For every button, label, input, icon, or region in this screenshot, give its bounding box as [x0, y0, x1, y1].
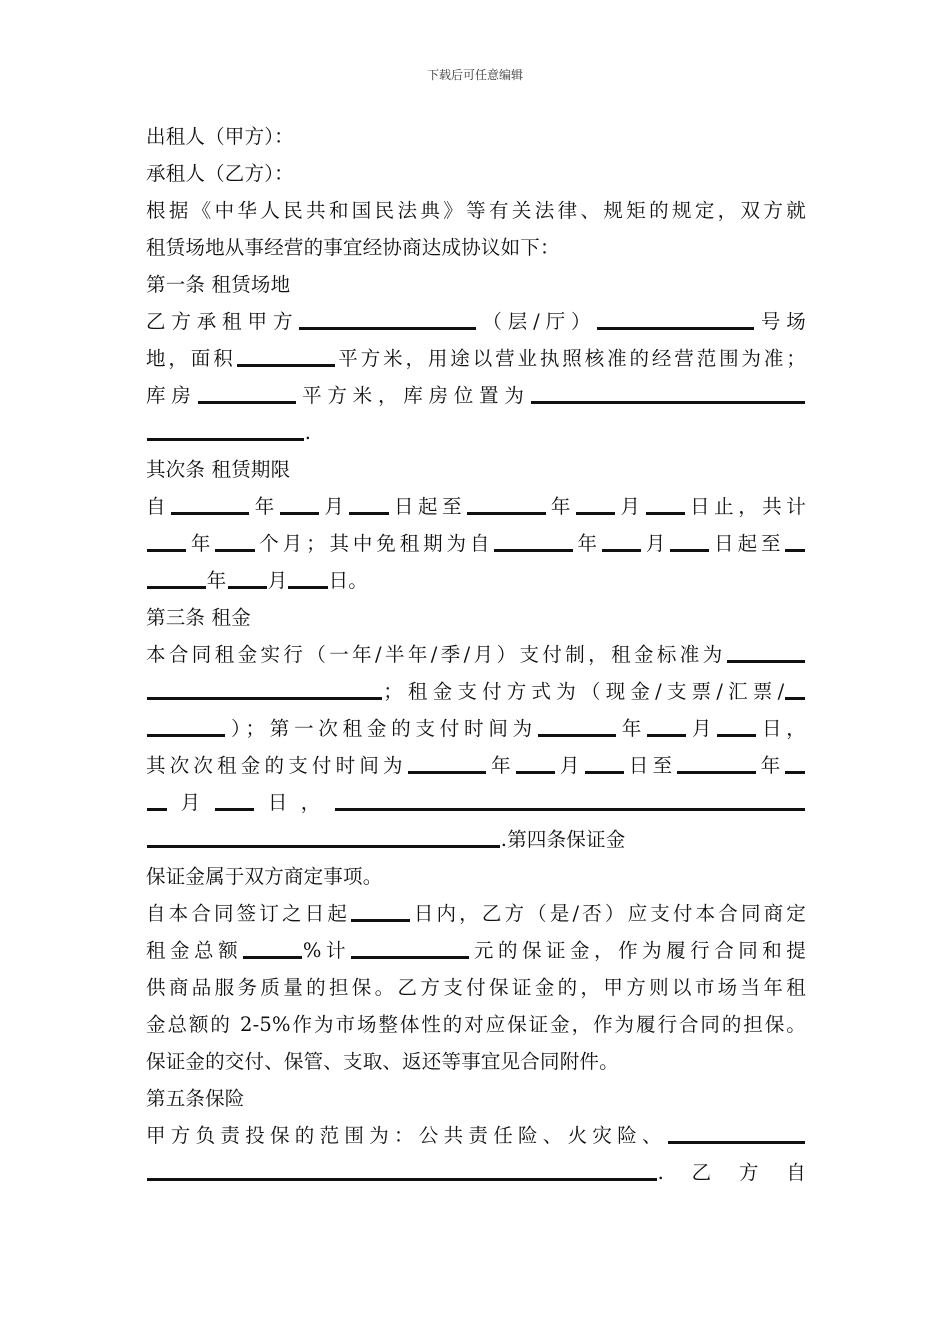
fill-in-blank: [280, 512, 319, 515]
text-line: [146, 303, 806, 340]
text-segment: 地，面积: [146, 347, 236, 370]
fill-in-blank: [668, 1141, 805, 1144]
text-segment: 月: [687, 717, 717, 740]
text-segment: 年: [487, 754, 515, 777]
fill-in-blank: [351, 919, 410, 922]
text-line: [146, 414, 806, 451]
text-segment: .第四条保证金: [500, 828, 626, 851]
text-line: [146, 1080, 806, 1117]
text-line: [146, 377, 806, 414]
text-line: [146, 673, 806, 710]
fill-in-blank: [198, 401, 296, 404]
text-segment: 日至: [624, 754, 677, 777]
text-line: [146, 932, 806, 969]
fill-in-blank: [576, 512, 615, 515]
text-line: [146, 747, 806, 784]
text-line: [146, 562, 806, 599]
fill-in-blank: [147, 697, 382, 700]
text-segment: （层/厅）: [476, 310, 597, 333]
fill-in-blank: [785, 771, 805, 774]
text-segment: 金总额的 2-5%作为市场整体性的对应保证金，作为履行合同的担保。: [146, 1013, 806, 1036]
text-segment: 日。: [328, 569, 368, 592]
fill-in-blank: [147, 1178, 657, 1181]
text-line: [146, 192, 806, 229]
text-segment: 承租人（乙方）：: [146, 162, 294, 185]
fill-in-blank: [670, 549, 709, 552]
fill-in-blank: [147, 808, 167, 811]
fill-in-blank: [597, 327, 754, 330]
fill-in-blank: [147, 438, 304, 441]
text-line: [146, 1154, 806, 1191]
text-segment: %计: [302, 939, 350, 962]
fill-in-blank: [228, 586, 267, 589]
fill-in-blank: [237, 364, 335, 367]
text-segment: 出租人（甲方）：: [146, 125, 294, 148]
text-line: [146, 636, 806, 673]
text-line: [146, 1117, 806, 1154]
text-segment: 其次条 租赁期限: [146, 458, 291, 481]
text-segment: 月: [320, 495, 349, 518]
fill-in-blank: [785, 697, 805, 700]
text-segment: ）；第一次租金的支付时间为: [226, 717, 537, 740]
text-segment: 年: [573, 532, 601, 555]
text-line: [146, 266, 806, 303]
fill-in-blank: [538, 734, 616, 737]
text-segment: 租金总额: [146, 939, 243, 962]
text-line: [146, 1006, 806, 1043]
fill-in-blank: [727, 660, 805, 663]
text-line: [146, 451, 806, 488]
text-segment: 月: [267, 569, 288, 592]
fill-in-blank: [467, 512, 545, 515]
text-segment: 根据《中华人民共和国民法典》等有关法律、规矩的规定，双方就: [146, 199, 806, 222]
text-line: [146, 155, 806, 192]
text-segment: 号场: [755, 310, 806, 333]
text-segment: 日起至: [389, 495, 467, 518]
fill-in-blank: [299, 327, 475, 330]
text-segment: 年: [617, 717, 647, 740]
text-segment: 甲方负责投保的范围为：公共责任险、火灾险、: [146, 1124, 667, 1147]
text-segment: 平方米，库房位置为: [296, 384, 530, 407]
text-segment: 第一条 租赁场地: [146, 273, 291, 296]
fill-in-blank: [243, 956, 302, 959]
text-segment: 自: [146, 495, 171, 518]
fill-in-blank: [602, 549, 641, 552]
text-segment: 月: [167, 791, 214, 814]
text-segment: .: [304, 421, 312, 444]
fill-in-blank: [494, 549, 572, 552]
fill-in-blank: [516, 771, 555, 774]
text-line: [146, 969, 806, 1006]
text-segment: 乙方承租甲方: [146, 310, 299, 333]
text-segment: 平方米，用途以营业执照核准的经营范围为准；: [335, 347, 806, 370]
text-line: [146, 784, 806, 821]
fill-in-blank: [215, 808, 254, 811]
fill-in-blank: [147, 586, 206, 589]
text-segment: 年: [756, 754, 785, 777]
text-segment: 租赁场地从事经营的事宜经协商达成协议如下：: [146, 236, 560, 259]
text-segment: 月: [642, 532, 670, 555]
fill-in-blank: [351, 956, 469, 959]
text-line: [146, 488, 806, 525]
text-segment: 日内，乙方（是/否）应支付本合同商定: [410, 902, 806, 925]
text-line: [146, 118, 806, 155]
text-segment: 日，: [757, 717, 807, 740]
text-line: [146, 858, 806, 895]
text-segment: 供商品服务质量的担保。乙方支付保证金的，甲方则以市场当年租: [146, 976, 806, 999]
text-segment: ；租金支付方式为（现金/支票/汇票/: [383, 680, 785, 703]
text-segment: 其次次租金的支付时间为: [146, 754, 407, 777]
fill-in-blank: [147, 549, 186, 552]
fill-in-blank: [147, 845, 500, 848]
fill-in-blank: [408, 771, 486, 774]
fill-in-blank: [646, 512, 685, 515]
text-segment: 年: [546, 495, 575, 518]
fill-in-blank: [147, 734, 225, 737]
text-segment: .乙方自: [657, 1161, 806, 1184]
text-line: [146, 599, 806, 636]
text-segment: 保证金属于双方商定事项。: [146, 865, 383, 888]
text-line: [146, 525, 806, 562]
fill-in-blank: [215, 549, 254, 552]
text-segment: 自本合同签订之日起: [146, 902, 351, 925]
text-line: [146, 229, 806, 266]
fill-in-blank: [647, 734, 686, 737]
text-segment: 第三条 租金: [146, 606, 251, 629]
fill-in-blank: [677, 771, 755, 774]
text-segment: 日止，共计: [685, 495, 806, 518]
text-segment: 个月；其中免租期为自: [255, 532, 494, 555]
fill-in-blank: [717, 734, 756, 737]
text-segment: 月: [616, 495, 645, 518]
fill-in-blank: [335, 808, 805, 811]
text-segment: 元的保证金，作为履行合同和提: [469, 939, 806, 962]
text-segment: 年: [187, 532, 215, 555]
text-segment: 日，: [254, 791, 334, 814]
text-segment: 本合同租金实行（一年/半年/季/月）支付制，租金标准为: [146, 643, 726, 666]
fill-in-blank: [585, 771, 624, 774]
fill-in-blank: [349, 512, 388, 515]
text-segment: 第五条保险: [146, 1087, 245, 1110]
contract-body: [146, 118, 806, 1191]
page-header: 下载后可任意编辑: [426, 68, 523, 82]
fill-in-blank: [785, 549, 805, 552]
fill-in-blank: [288, 586, 327, 589]
text-line: [146, 821, 806, 858]
text-segment: 月: [556, 754, 584, 777]
text-segment: 保证金的交付、保管、支取、返还等事宜见合同附件。: [146, 1050, 619, 1073]
text-line: [146, 895, 806, 932]
text-line: [146, 340, 806, 377]
text-line: [146, 710, 806, 747]
fill-in-blank: [531, 401, 805, 404]
text-segment: 年: [206, 569, 227, 592]
text-segment: 库房: [146, 384, 197, 407]
text-line: [146, 1043, 806, 1080]
fill-in-blank: [171, 512, 249, 515]
text-segment: 年: [250, 495, 279, 518]
text-segment: 日起至: [710, 532, 785, 555]
